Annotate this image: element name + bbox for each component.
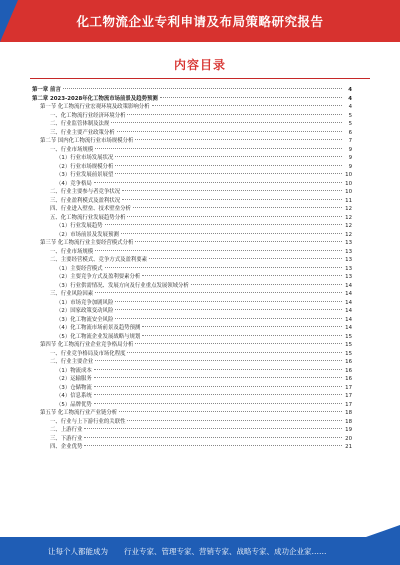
toc-entry-page: 16 — [345, 376, 352, 382]
toc-entry-page: 13 — [345, 248, 352, 255]
toc-entry[interactable] — [32, 333, 352, 342]
toc-entry[interactable] — [32, 316, 352, 325]
toc-entry-label: 三、行业风险因素 — [50, 291, 94, 297]
toc-entry-label: 三、行业盈利模式及盈利状况 — [50, 197, 121, 204]
toc-entry-label: （2）主要竞争方式及盈利要素分析 — [56, 274, 141, 280]
toc-leader-dots — [152, 105, 342, 106]
toc-entry-page: 4 — [348, 104, 352, 110]
toc-entry-page: 9 — [348, 155, 352, 161]
toc-leader-dots — [94, 369, 342, 370]
toc-entry[interactable] — [32, 112, 352, 121]
toc-entry-page: 16 — [345, 367, 352, 374]
toc-leader-dots — [115, 173, 342, 174]
toc-entry[interactable] — [32, 214, 352, 223]
toc-entry-label: （4）信息系统 — [56, 393, 92, 399]
toc-entry-page: 5 — [348, 112, 352, 119]
toc-entry[interactable] — [32, 248, 352, 257]
toc-entry-page: 12 — [345, 223, 352, 229]
toc-entry-label: 三、下游行业 — [50, 435, 83, 442]
toc-entry-label: （1）主要经营模式 — [56, 265, 103, 272]
toc-entry[interactable] — [32, 188, 352, 197]
toc-leader-dots — [115, 156, 342, 157]
toc-entry-page: 21 — [345, 444, 352, 450]
toc-leader-dots — [119, 411, 342, 412]
toc-entry-label: （3）行业供需情况、发展方向及行业重点发展领域分析 — [56, 282, 189, 289]
toc-leader-dots — [105, 224, 342, 225]
toc-leader-dots — [191, 284, 342, 285]
toc-entry[interactable] — [32, 358, 352, 367]
toc-entry-label: （2）运输服务 — [56, 376, 92, 382]
toc-entry-page: 13 — [345, 257, 352, 263]
toc-leader-dots — [94, 394, 342, 395]
toc-leader-dots — [142, 275, 342, 276]
toc-entry-label: 第五节 化工物流行业产业链分析 — [40, 410, 118, 416]
toc-entry[interactable] — [32, 256, 352, 265]
toc-entry[interactable] — [32, 375, 352, 384]
toc-entry-label: 三、行业主要产业政策分析 — [50, 129, 115, 136]
toc-entry-page: 13 — [345, 265, 352, 272]
toc-entry-label: 第一节 化工物流行业宏观环境及政策影响分析 — [40, 104, 150, 110]
toc-entry[interactable] — [32, 222, 352, 231]
toc-entry-label: 二、行业主要企业 — [50, 359, 94, 365]
toc-entry[interactable] — [32, 350, 352, 359]
toc-leader-dots — [115, 165, 342, 166]
toc-entry-page: 10 — [345, 189, 352, 195]
toc-divider — [30, 78, 370, 79]
toc-entry-label: 二、行业主要参与者竞争状况 — [50, 189, 121, 195]
toc-leader-dots — [135, 139, 342, 140]
toc-entry[interactable] — [32, 120, 352, 129]
toc-entry-page: 10 — [345, 172, 352, 178]
toc-entry-label: （2）市场前景及发展预测 — [56, 231, 119, 238]
toc-entry-label: 二、行业监管体制及法规 — [50, 121, 110, 127]
toc-entry[interactable] — [32, 273, 352, 282]
toc-entry-label: 一、行业竞争格局及市场化程度 — [50, 350, 126, 357]
toc-leader-dots — [111, 122, 342, 123]
toc-entry-page: 9 — [348, 146, 352, 153]
toc-entry-page: 18 — [345, 418, 352, 425]
toc-leader-dots — [84, 437, 342, 438]
toc-entry-label: （3）仓储物流 — [56, 384, 92, 391]
toc-entry-label: （3）化工物流安全风险 — [56, 316, 114, 323]
toc-entry-page: 14 — [345, 291, 352, 297]
toc-entry[interactable] — [32, 129, 352, 138]
toc-entry-label: 一、行业与上下游行业的关联性 — [50, 418, 126, 425]
toc-entry-label: （5）品牌优势 — [56, 401, 92, 408]
toc-leader-dots — [133, 207, 342, 208]
toc-leader-dots — [135, 343, 342, 344]
toc-entry-page: 15 — [345, 350, 352, 357]
toc-entry[interactable] — [32, 401, 352, 410]
toc-entry[interactable] — [32, 180, 352, 189]
toc-entry-label: 五、化工物流行业发展趋势分析 — [50, 214, 126, 221]
toc-entry-page: 7 — [348, 138, 352, 144]
toc-entry-label: （1）物流成本 — [56, 367, 92, 374]
toc-entry-page: 12 — [345, 231, 352, 238]
toc-entry[interactable] — [32, 435, 352, 444]
toc-leader-dots — [84, 428, 342, 429]
footer-roles: 行业专家、管理专家、营销专家、战略专家、成功企业家…… — [124, 546, 327, 556]
toc-entry-page: 17 — [345, 393, 352, 399]
toc-entry-label: 四、行业进入壁垒、技术壁垒分析 — [50, 206, 131, 212]
toc-entry-page: 14 — [345, 282, 352, 289]
toc-entry-label: 一、行业市场规模 — [50, 248, 94, 255]
toc-entry-page: 10 — [345, 180, 352, 187]
toc-leader-dots — [115, 318, 342, 319]
toc-leader-dots — [127, 216, 342, 217]
toc-entry-label: （2）国家政策变动风险 — [56, 308, 114, 314]
toc-entry-page: 20 — [345, 435, 352, 442]
toc-leader-dots — [117, 131, 342, 132]
toc-entry-label: （1）行业发展趋势 — [56, 223, 103, 229]
toc-leader-dots — [135, 241, 342, 242]
toc-entry-page: 17 — [345, 401, 352, 408]
toc-entry[interactable] — [32, 231, 352, 240]
toc-leader-dots — [127, 420, 342, 421]
toc-leader-dots — [142, 335, 342, 336]
toc-entry-page: 11 — [345, 197, 352, 204]
toc-leader-dots — [94, 182, 342, 183]
toc-entry-label: 四、企业优势 — [50, 444, 83, 450]
toc-entry-label: （1）行业市场发展状况 — [56, 155, 114, 161]
header-corner-accent — [0, 0, 18, 42]
toc-entry[interactable] — [32, 171, 352, 180]
toc-leader-dots — [160, 97, 342, 98]
toc-entry-label: 一、化工物流行业经济环境分析 — [50, 112, 126, 119]
toc-entry-page: 15 — [345, 342, 352, 348]
toc-entry[interactable] — [32, 265, 352, 274]
toc-entry-label: （1）市场竞争加剧风险 — [56, 299, 114, 306]
toc-entry[interactable] — [32, 95, 352, 104]
report-title: 化工物流企业专利申请及布局策略研究报告 — [76, 14, 324, 29]
toc-entry-label: 二、主要经营模式、竞争方式及盈利要素 — [50, 257, 148, 263]
toc-entry-label: （5）化工物流企业发展战略与规划 — [56, 333, 141, 340]
toc-entry[interactable] — [32, 418, 352, 427]
toc-leader-dots — [122, 190, 342, 191]
toc-leader-dots — [63, 88, 342, 89]
toc-entry-label: 第四节 化工物流行业企业竞争格局分析 — [40, 342, 134, 348]
toc-entry[interactable] — [32, 137, 352, 146]
toc-entry-page: 15 — [345, 333, 352, 340]
toc-entry[interactable] — [32, 443, 352, 452]
footer-slogan: 让每个人都能成为 — [48, 546, 108, 556]
toc-entry-page: 6 — [348, 129, 352, 136]
toc-entry[interactable] — [32, 163, 352, 172]
toc-entry-page: 13 — [345, 240, 352, 246]
toc-leader-dots — [95, 360, 342, 361]
toc-entry-page: 14 — [345, 308, 352, 314]
toc-entry[interactable] — [32, 384, 352, 393]
toc-entry[interactable] — [32, 154, 352, 163]
toc-leader-dots — [127, 352, 342, 353]
footer-corner-accent — [366, 525, 400, 537]
toc-title: 内容目录 — [173, 58, 226, 72]
toc-leader-dots — [127, 114, 342, 115]
toc-entry-label: （2）行业市场规模分析 — [56, 163, 114, 170]
toc-entry[interactable] — [32, 290, 352, 299]
toc-entry-page: 9 — [348, 163, 352, 170]
toc-entry[interactable] — [32, 341, 352, 350]
toc-entry[interactable] — [32, 426, 352, 435]
toc-entry[interactable] — [32, 197, 352, 206]
toc-entry-page: 4 — [348, 87, 352, 93]
toc-entry[interactable] — [32, 205, 352, 214]
toc-entry-label: 一、行业市场规模 — [50, 146, 94, 153]
toc-leader-dots — [95, 292, 342, 293]
toc-entry[interactable] — [32, 307, 352, 316]
toc-entry[interactable] — [32, 103, 352, 112]
toc-leader-dots — [95, 250, 342, 251]
toc-entry-label: 二、上游行业 — [50, 427, 83, 433]
toc-entry-page: 12 — [345, 214, 352, 221]
toc-entry-page: 18 — [345, 410, 352, 416]
toc-leader-dots — [122, 199, 342, 200]
table-of-contents — [32, 86, 352, 452]
toc-entry-page: 13 — [345, 274, 352, 280]
toc-entry[interactable] — [32, 324, 352, 333]
toc-entry-page: 19 — [345, 427, 352, 433]
toc-leader-dots — [105, 267, 342, 268]
toc-entry-page: 14 — [345, 299, 352, 306]
toc-entry-page: 14 — [345, 325, 352, 331]
toc-entry[interactable] — [32, 282, 352, 291]
toc-entry-page: 12 — [345, 206, 352, 212]
toc-entry-page: 14 — [345, 316, 352, 323]
toc-leader-dots — [94, 386, 342, 387]
toc-entry-label: 第二节 国内化工物流行业市场规模分析 — [40, 138, 134, 144]
toc-entry[interactable] — [32, 409, 352, 418]
toc-entry-label: （3）行业发展前景展望 — [56, 172, 114, 178]
toc-entry-label: （4）化工物流市场前景及趋势预测 — [56, 325, 141, 331]
toc-entry-label: （4）竞争格局 — [56, 180, 92, 187]
toc-entry[interactable] — [32, 86, 352, 95]
toc-entry-label: 第一章 前言 — [32, 87, 61, 93]
toc-entry[interactable] — [32, 146, 352, 155]
toc-entry-page: 17 — [345, 384, 352, 391]
toc-leader-dots — [115, 301, 342, 302]
toc-entry-label: 第三节 化工物流行业主要经营模式分析 — [40, 240, 134, 246]
toc-leader-dots — [94, 403, 342, 404]
toc-entry[interactable] — [32, 392, 352, 401]
toc-entry-label: 第二章 2023-2028年化工物流市场前景及趋势预测 — [32, 95, 158, 102]
toc-entry-page: 16 — [345, 359, 352, 365]
toc-leader-dots — [121, 233, 342, 234]
toc-entry-page: 5 — [348, 121, 352, 127]
toc-leader-dots — [142, 326, 342, 327]
toc-entry-page: 4 — [348, 95, 352, 102]
report-header — [0, 0, 400, 42]
toc-entry[interactable] — [32, 299, 352, 308]
toc-leader-dots — [95, 148, 342, 149]
page-footer — [0, 537, 400, 565]
toc-entry[interactable] — [32, 367, 352, 376]
toc-leader-dots — [84, 445, 342, 446]
toc-entry[interactable] — [32, 239, 352, 248]
toc-leader-dots — [94, 377, 342, 378]
toc-leader-dots — [149, 258, 342, 259]
toc-leader-dots — [115, 309, 342, 310]
